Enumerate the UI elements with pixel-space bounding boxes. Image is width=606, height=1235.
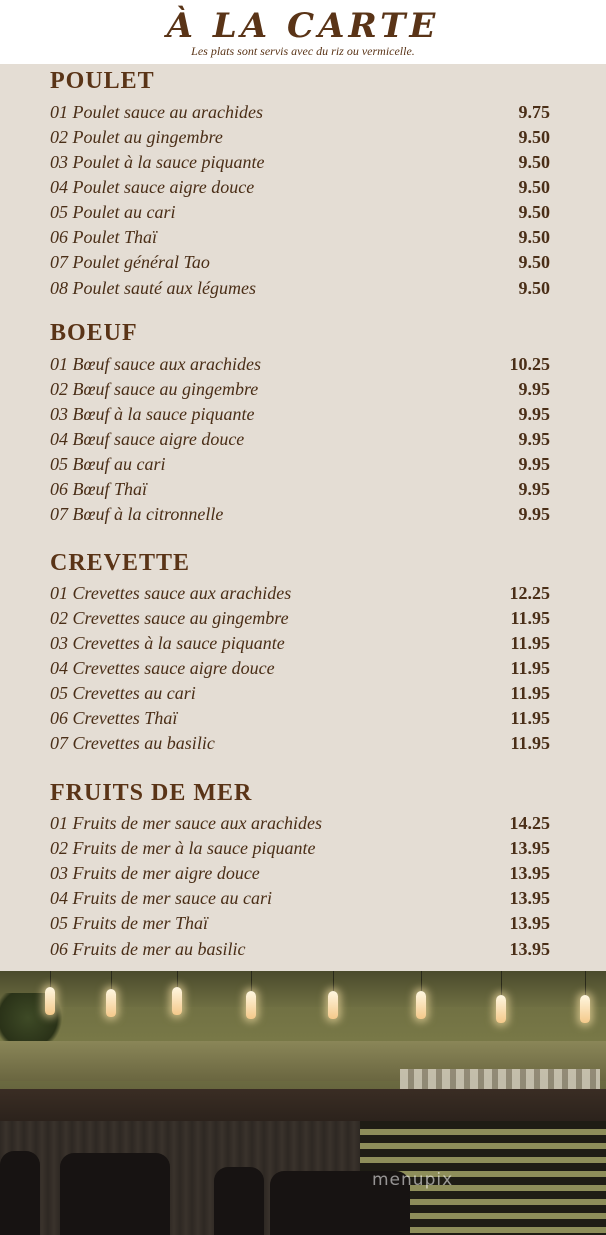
item-price: 13.95 — [509, 939, 550, 959]
item-name: 02 Bœuf sauce au gingembre — [50, 379, 259, 399]
bar-stool — [214, 1167, 264, 1235]
item-price: 9.95 — [518, 479, 550, 499]
item-price: 11.95 — [510, 658, 550, 678]
item-name: 05 Fruits de mer Thaï — [50, 913, 209, 933]
watermark-text: menupix — [372, 1170, 454, 1190]
item-name: 06 Poulet Thaï — [50, 227, 157, 247]
menu-item — [50, 202, 550, 227]
pendant-lamp — [172, 987, 182, 1015]
item-price: 9.50 — [518, 202, 550, 222]
item-price: 13.95 — [509, 913, 550, 933]
menu-item — [50, 102, 550, 127]
bar-counter-top — [0, 1089, 606, 1125]
item-price: 11.95 — [510, 733, 550, 753]
menu-item — [50, 863, 550, 888]
item-price: 12.25 — [509, 583, 550, 603]
item-name: 05 Bœuf au cari — [50, 454, 166, 474]
item-name: 04 Crevettes sauce aigre douce — [50, 658, 275, 678]
bar-stool — [60, 1153, 170, 1235]
item-name: 03 Bœuf à la sauce piquante — [50, 404, 255, 424]
menu-item — [50, 152, 550, 177]
menu-item — [50, 227, 550, 252]
pendant-lamp — [580, 995, 590, 1023]
item-price: 9.50 — [518, 127, 550, 147]
item-name: 07 Poulet général Tao — [50, 252, 210, 272]
section-title-crevette: CREVETTE — [50, 550, 191, 576]
restaurant-interior-photo — [0, 971, 606, 1235]
item-name: 01 Poulet sauce au arachides — [50, 102, 263, 122]
item-name: 04 Bœuf sauce aigre douce — [50, 429, 245, 449]
item-name: 04 Poulet sauce aigre douce — [50, 177, 255, 197]
item-name: 01 Bœuf sauce aux arachides — [50, 354, 261, 374]
menu-item — [50, 429, 550, 454]
item-price: 9.50 — [518, 278, 550, 298]
menu-subtitle: Les plats sont servis avec du riz ou vermicelle. — [191, 44, 415, 58]
menu-item — [50, 479, 550, 504]
item-price: 14.25 — [509, 813, 550, 833]
menu-item — [50, 583, 550, 608]
menu-title: À LA CARTE — [166, 6, 440, 46]
item-name: 02 Poulet au gingembre — [50, 127, 223, 147]
item-price: 9.95 — [518, 379, 550, 399]
item-price: 9.95 — [518, 454, 550, 474]
item-name: 06 Bœuf Thaï — [50, 479, 148, 499]
item-price: 13.95 — [509, 888, 550, 908]
menu-item — [50, 354, 550, 379]
item-price: 9.50 — [518, 227, 550, 247]
lamp-cord — [111, 971, 112, 989]
section-title-poulet: POULET — [50, 68, 155, 94]
menu-item — [50, 633, 550, 658]
lamp-cord — [421, 971, 422, 991]
menu-item — [50, 888, 550, 913]
menu-item — [50, 504, 550, 529]
menu-item — [50, 838, 550, 863]
item-name: 02 Crevettes sauce au gingembre — [50, 608, 289, 628]
item-name: 07 Bœuf à la citronnelle — [50, 504, 224, 524]
ceiling — [0, 971, 606, 1007]
menu-header — [0, 0, 606, 64]
pendant-lamp — [246, 991, 256, 1019]
lamp-cord — [251, 971, 252, 991]
lamp-cord — [177, 971, 178, 987]
menu-item — [50, 813, 550, 838]
pendant-lamp — [496, 995, 506, 1023]
item-name: 05 Poulet au cari — [50, 202, 176, 222]
lamp-cord — [50, 971, 51, 987]
section-title-boeuf: BOEUF — [50, 320, 138, 346]
menu-item — [50, 683, 550, 708]
item-name: 02 Fruits de mer à la sauce piquante — [50, 838, 316, 858]
item-price: 11.95 — [510, 708, 550, 728]
menu-item — [50, 733, 550, 758]
bar-stool — [0, 1151, 40, 1235]
menu-item — [50, 177, 550, 202]
item-name: 07 Crevettes au basilic — [50, 733, 215, 753]
item-name: 03 Poulet à la sauce piquante — [50, 152, 265, 172]
menu-item — [50, 658, 550, 683]
menu-item — [50, 939, 550, 964]
menu-item — [50, 913, 550, 938]
item-name: 04 Fruits de mer sauce au cari — [50, 888, 272, 908]
item-name: 01 Crevettes sauce aux arachides — [50, 583, 292, 603]
item-name: 01 Fruits de mer sauce aux arachides — [50, 813, 322, 833]
item-price: 9.95 — [518, 504, 550, 524]
lamp-cord — [501, 971, 502, 995]
item-price: 13.95 — [509, 863, 550, 883]
lamp-cord — [585, 971, 586, 995]
item-name: 06 Crevettes Thaï — [50, 708, 178, 728]
menu-item — [50, 608, 550, 633]
menu-item — [50, 379, 550, 404]
item-price: 9.50 — [518, 252, 550, 272]
item-price: 9.50 — [518, 177, 550, 197]
pendant-lamp — [45, 987, 55, 1015]
pendant-lamp — [106, 989, 116, 1017]
menu-item — [50, 252, 550, 277]
item-price: 9.95 — [518, 429, 550, 449]
item-price: 9.75 — [518, 102, 550, 122]
pendant-lamp — [416, 991, 426, 1019]
item-price: 9.95 — [518, 404, 550, 424]
menu-body — [0, 64, 606, 971]
item-price: 10.25 — [509, 354, 550, 374]
lamp-cord — [333, 971, 334, 991]
item-price: 11.95 — [510, 633, 550, 653]
item-name: 03 Crevettes à la sauce piquante — [50, 633, 285, 653]
pendant-lamp — [328, 991, 338, 1019]
item-name: 06 Fruits de mer au basilic — [50, 939, 246, 959]
menu-item — [50, 127, 550, 152]
menu-item — [50, 278, 550, 303]
plant-decoration — [0, 993, 70, 1043]
section-title-fruits-de-mer: FRUITS DE MER — [50, 780, 253, 806]
item-price: 9.50 — [518, 152, 550, 172]
item-price: 11.95 — [510, 683, 550, 703]
item-price: 13.95 — [509, 838, 550, 858]
item-name: 08 Poulet sauté aux légumes — [50, 278, 256, 298]
menu-item — [50, 454, 550, 479]
item-name: 05 Crevettes au cari — [50, 683, 196, 703]
item-name: 03 Fruits de mer aigre douce — [50, 863, 260, 883]
item-price: 11.95 — [510, 608, 550, 628]
menu-item — [50, 404, 550, 429]
menu-item — [50, 708, 550, 733]
